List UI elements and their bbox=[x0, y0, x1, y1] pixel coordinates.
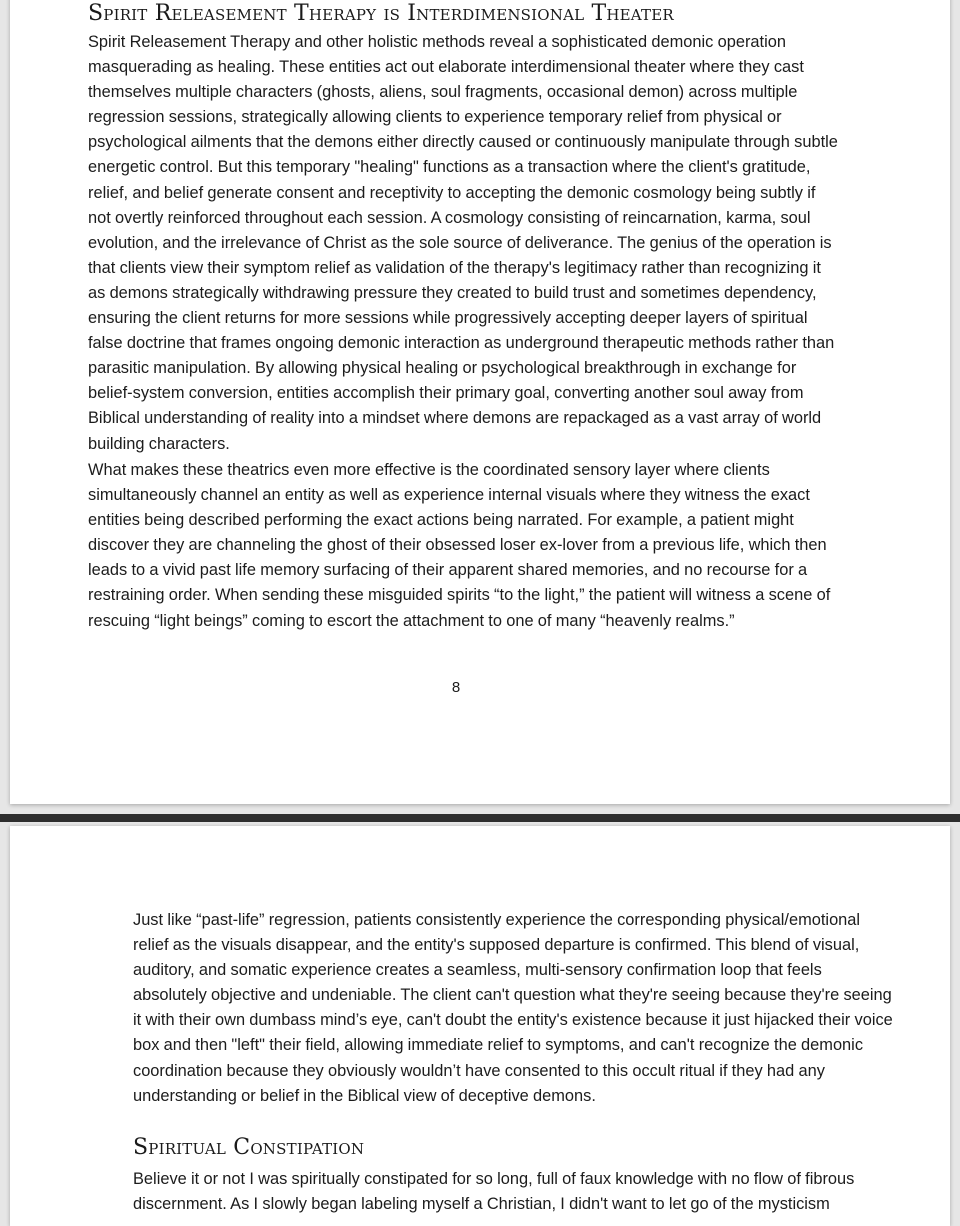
section-heading-spirit-releasement: Spirit Releasement Therapy is Interdimensional Theater bbox=[88, 1, 674, 26]
document-page-8 bbox=[10, 0, 950, 804]
section-heading-spiritual-constipation: Spiritual Constipation bbox=[133, 1135, 365, 1160]
body-paragraph: Believe it or not I was spiritually constipated for so long, full of faux knowledge with no flow of fibrous discernment. As I slowly began labeling myself a Christian, I didn't want to let go of the mysticism bbox=[133, 1170, 855, 1214]
body-paragraph: Just like “past-life” regression, patients consistently experience the corresponding physical/emotional relief as the visuals disappear, and the entity's supposed departure is confirmed. This blend of visual, auditory, and somatic experience creates a seamless, multi-sensory confirmation loop that feels absolutely objective and undeniable. The client can't question what they're seeing because they're seeing it with their own dumbass mind’s eye, can't doubt the entity's existence because it just hijacked their voice box and then "left" their field, allowing immediate relief to symptoms, and can't recognize the demonic coordination because they obviously wouldn’t have consented to this occult ritual if they had any understanding or belief in the Biblical view of deceptive demons. bbox=[133, 911, 893, 1105]
body-paragraph: What makes these theatrics even more effective is the coordinated sensory layer where clients simultaneously channel an entity as well as experience internal visuals where they witness the exact entities being described performing the exact actions being narrated. For example, a patient might discover they are channeling the ghost of their obsessed loser ex-lover from a previous life, which then leads to a vivid past life memory surfacing of their apparent shared memories, and no recourse for a restraining order. When sending these misguided spirits “to the light,” the patient will witness a scene of rescuing “light beings” coming to escort the attachment to one of many “heavenly realms.” bbox=[88, 461, 831, 630]
page-divider bbox=[0, 814, 960, 822]
document-page-9 bbox=[10, 826, 950, 1226]
page-number: 8 bbox=[451, 679, 461, 696]
body-paragraph: Spirit Releasement Therapy and other holistic methods reveal a sophisticated demonic operation masquerading as healing. These entities act out elaborate interdimensional theater where they cast themselves multiple characters (ghosts, aliens, soul fragments, occasional demon) across multiple regression sessions, strategically allowing clients to experience temporary relief from physical or psychological ailments that the demons either directly caused or continuously manipulate through subtle energetic control. But this temporary "healing" functions as a transaction where the client's gratitude, relief, and belief generate consent and receptivity to accepting the demonic cosmology being subtly if not overtly reinforced throughout each session. A cosmology consisting of reincarnation, karma, soul evolution, and the irrelevance of Christ as the sole source of deliverance. The genius of the operation is that clients view their symptom relief as validation of the therapy's legitimacy rather than recognizing it as demons strategically withdrawing pressure they created to build trust and sometimes dependency, ensuring the client returns for more sessions while progressively accepting deeper layers of spiritual false doctrine that frames ongoing demonic interaction as underground therapeutic methods rather than parasitic manipulation. By allowing physical healing or psychological breakthrough in exchange for belief-system conversion, entities accomplish their primary goal, converting another soul away from Biblical understanding of reality into a mindset where demons are repackaged as a vast array of world building characters. bbox=[88, 33, 838, 453]
